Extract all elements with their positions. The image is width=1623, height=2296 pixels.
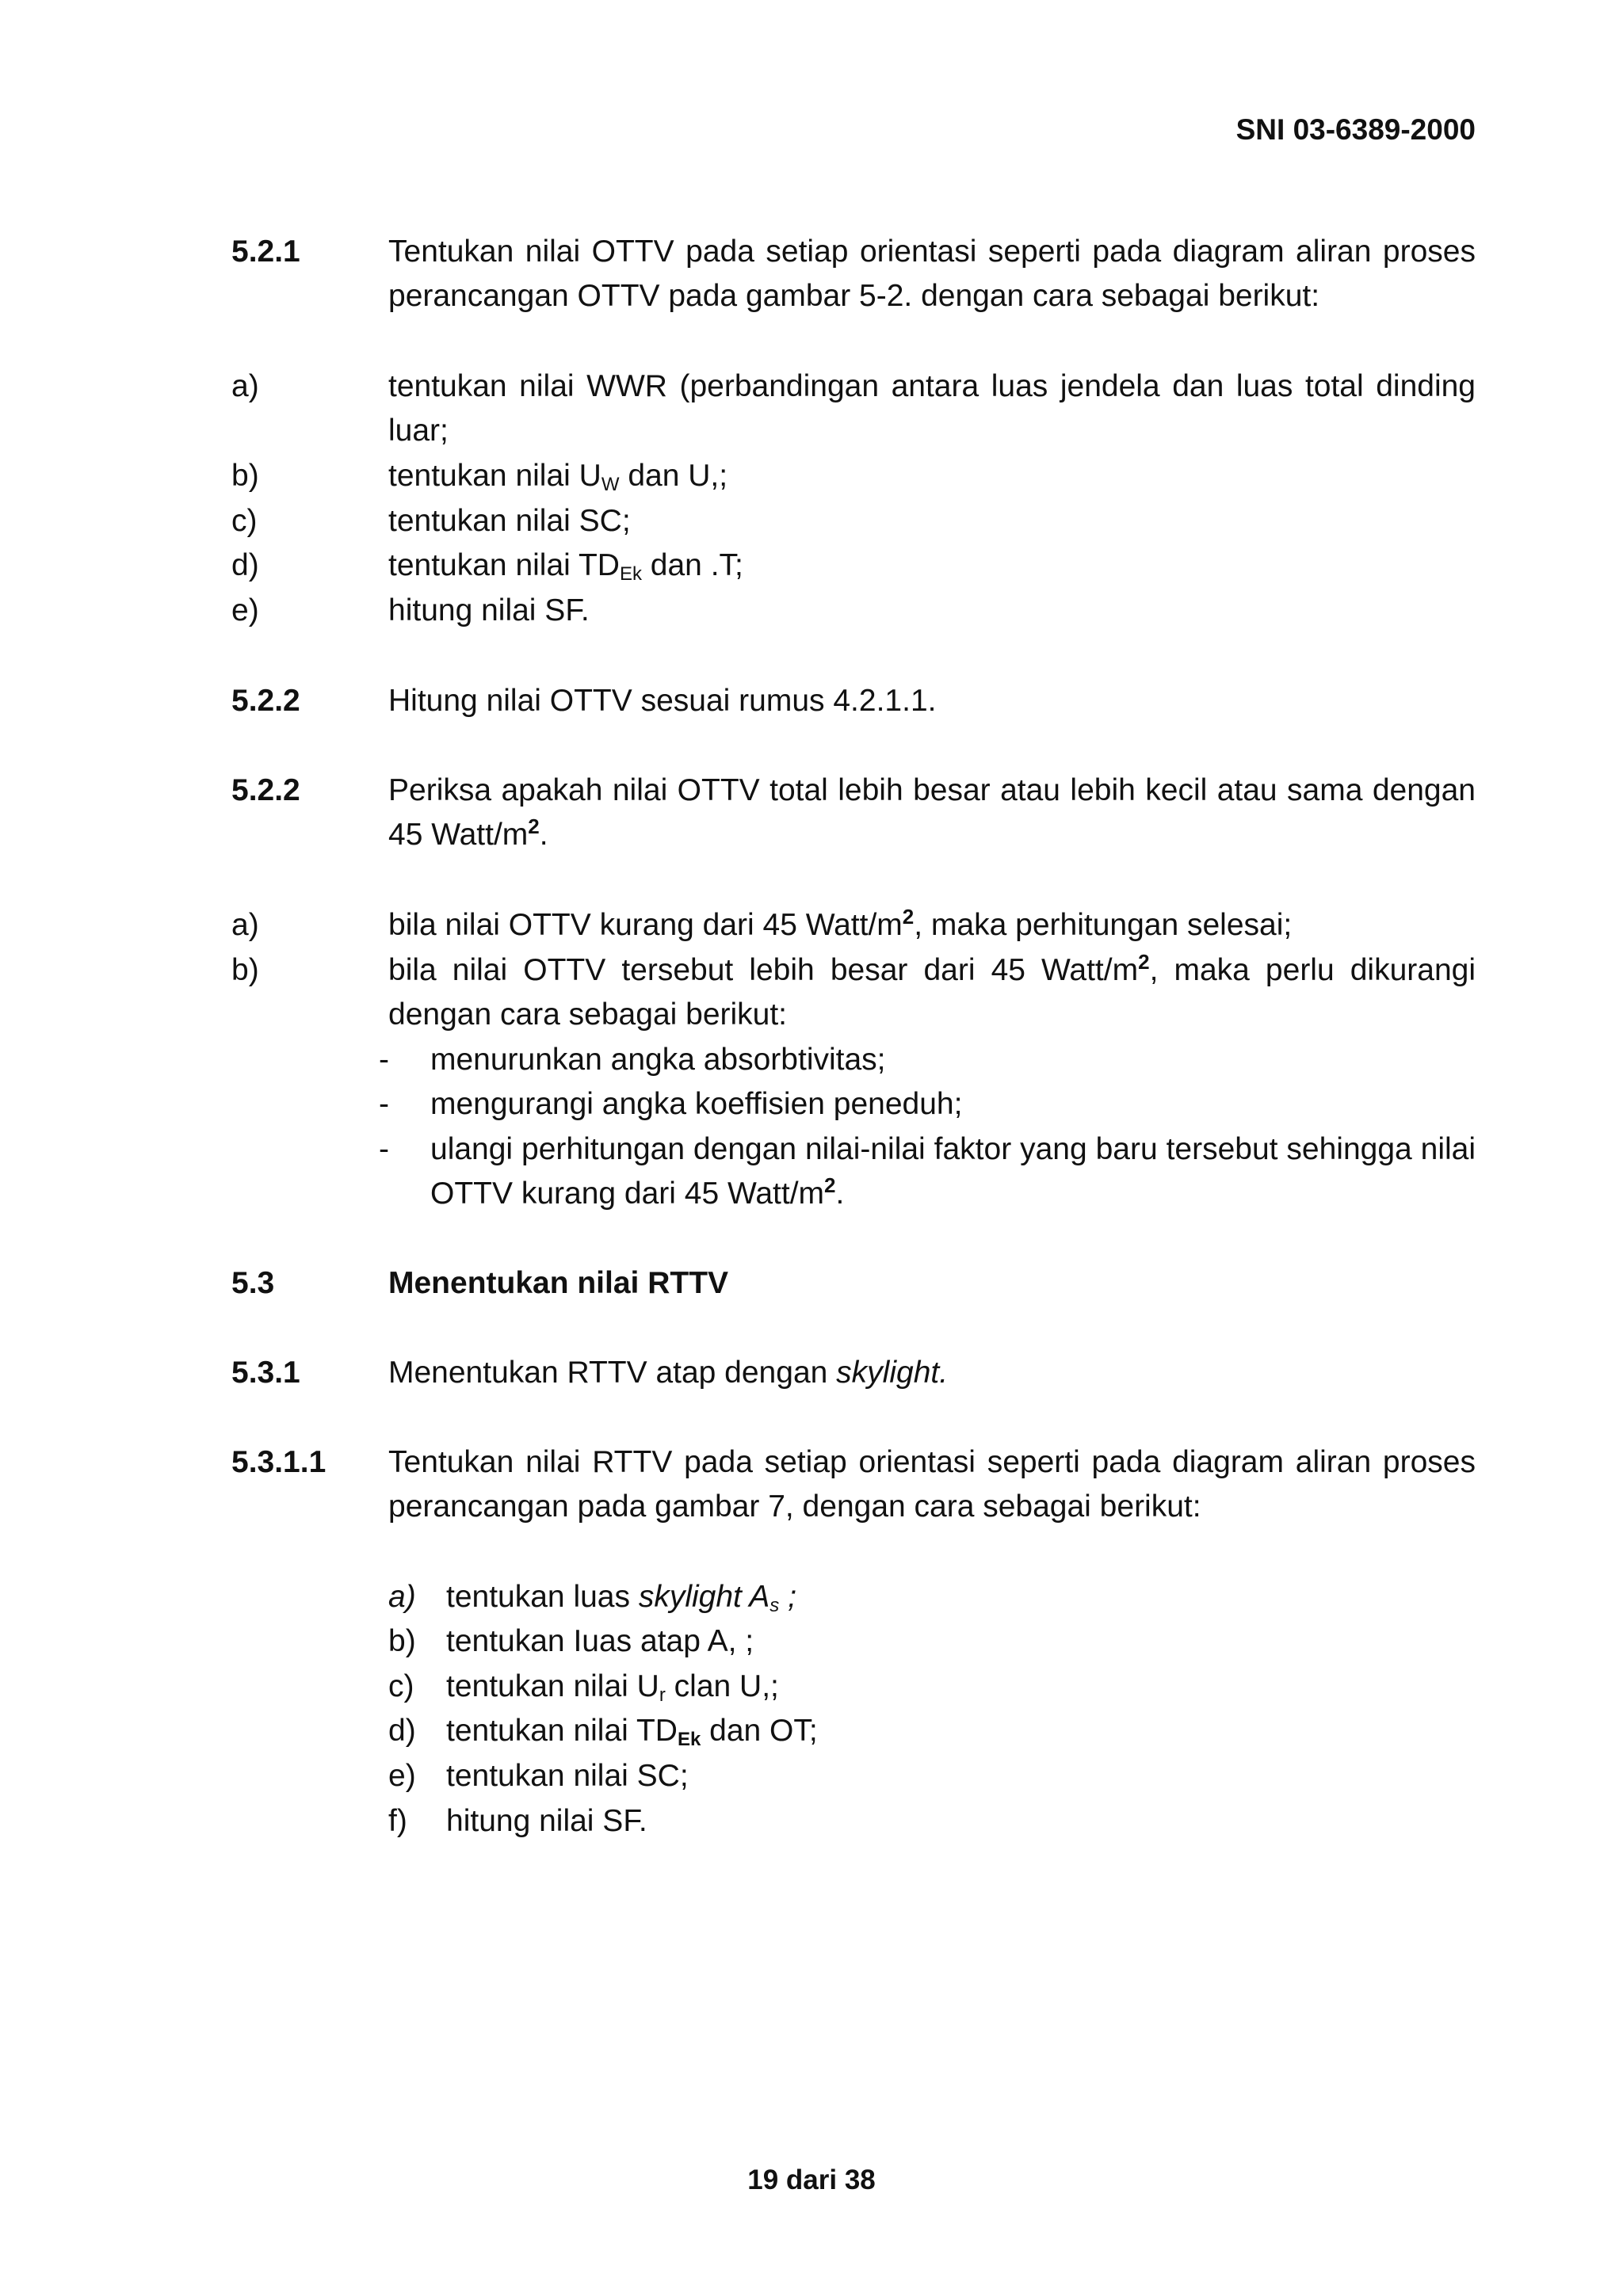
section-text-5-3-1-1: Tentukan nilai RTTV pada setiap orientasi seperti pada diagram aliran proses perancangan pada gambar 7, dengan cara sebagai berikut: [388, 1445, 1476, 1524]
superscript: 2 [1138, 950, 1150, 974]
list-label-a: a) [231, 908, 259, 942]
section-number-5-3-1: 5.3.1 [231, 1356, 300, 1390]
list-label-b: b) [231, 953, 259, 987]
list-label-e: e) [388, 1759, 416, 1793]
page-number: 19 dari 38 [747, 2164, 876, 2195]
text-part: tentukan nilai TD [388, 548, 620, 582]
list-item-sc: tentukan nilai SC; [446, 1759, 689, 1793]
list-item-ottv-less [388, 903, 1476, 948]
text-part: dan .T; [641, 548, 743, 582]
subscript: s [769, 1595, 780, 1616]
list-label-f: f) [388, 1804, 407, 1838]
section-title-5-3: Menentukan nilai RTTV [388, 1266, 729, 1300]
list-item-ur [446, 1665, 779, 1709]
superscript: 2 [528, 814, 540, 838]
list-item-wwr: tentukan nilai WWR (perbandingan antara luas jendela dan luas total dinding luar; [388, 369, 1476, 448]
list-label-b: b) [388, 1624, 416, 1658]
list-item-tdek [388, 543, 1476, 588]
list-item-tdek [446, 1709, 818, 1753]
text-part: tentukan nilai U [388, 459, 601, 493]
text-part: clan U,; [665, 1669, 779, 1703]
text-part: Menentukan RTTV atap dengan [388, 1356, 837, 1390]
text-part: . [835, 1177, 845, 1211]
section-number-5-3: 5.3 [231, 1266, 275, 1300]
list-item-sf: hitung nilai SF. [446, 1804, 647, 1838]
section-text-5-2-2: Hitung nilai OTTV sesuai rumus 4.2.1.1. [388, 684, 937, 718]
text-part: ; [779, 1580, 796, 1614]
list-item-skylight-area [446, 1575, 796, 1619]
dash-item-recalculate [430, 1127, 1476, 1216]
list-item-ottv-greater [388, 948, 1476, 1037]
list-item-sc: tentukan nilai SC; [388, 504, 631, 538]
subscript: W [601, 474, 620, 495]
text-part: bila nilai OTTV tersebut lebih besar dari 45 Watt/m [388, 953, 1139, 987]
list-item-uw [388, 454, 1476, 498]
superscript: 2 [902, 905, 915, 929]
dash-item-shading: mengurangi angka koeffisien peneduh; [430, 1087, 963, 1121]
list-label-c: c) [388, 1669, 414, 1703]
section-number-5-3-1-1: 5.3.1.1 [231, 1445, 327, 1479]
list-item-sf: hitung nilai SF. [388, 593, 590, 627]
dash-marker: - [379, 1087, 389, 1121]
dash-marker: - [379, 1132, 389, 1166]
list-label-d: d) [388, 1714, 416, 1748]
list-item-roof-area: tentukan Iuas atap A, ; [446, 1624, 754, 1658]
section-text-5-2-1: Tentukan nilai OTTV pada setiap orientasi seperti pada diagram aliran proses perancangan OTTV pada gambar 5-2. dengan cara sebagai berikut: [388, 235, 1476, 313]
text-part: tentukan luas [446, 1580, 639, 1614]
text-part: Periksa apakah nilai OTTV total lebih besar atau lebih kecil atau sama dengan 45 Watt/m [388, 773, 1476, 852]
list-label-c: c) [231, 504, 258, 538]
section-text-5-3-1 [388, 1351, 1476, 1395]
text-part: dan U,; [619, 459, 728, 493]
list-label-d: d) [231, 548, 259, 582]
list-label-a: a) [231, 369, 259, 403]
list-label-a: a) [388, 1580, 416, 1614]
italic-term: skylight. [836, 1356, 949, 1390]
dash-item-absorbtivity: menurunkan angka absorbtivitas; [430, 1043, 886, 1077]
section-text-5-2-2-check [388, 769, 1476, 857]
subscript: Ek [677, 1729, 701, 1750]
document-code: SNI 03-6389-2000 [1235, 113, 1476, 146]
dash-marker: - [379, 1043, 389, 1077]
section-number-5-2-2-check: 5.2.2 [231, 773, 300, 807]
text-part: , maka perlu dikurangi dengan cara sebagai berikut: [388, 953, 1476, 1032]
text-part: dan OT; [701, 1714, 818, 1748]
text-part: tentukan nilai TD [446, 1714, 678, 1748]
subscript: r [659, 1684, 666, 1706]
text-part: tentukan nilai U [446, 1669, 659, 1703]
italic-term: skylight A [638, 1580, 770, 1614]
text-part: . [539, 818, 548, 852]
section-number-5-2-1: 5.2.1 [231, 235, 300, 269]
subscript: Ek [619, 563, 642, 585]
text-part: ulangi perhitungan dengan nilai-nilai faktor yang baru tersebut sehingga nilai OTTV kurang dari 45 Watt/m [430, 1132, 1476, 1211]
list-label-e: e) [231, 593, 259, 627]
list-label-b: b) [231, 459, 259, 493]
superscript: 2 [824, 1173, 836, 1197]
text-part: bila nilai OTTV kurang dari 45 Watt/m [388, 908, 903, 942]
text-part: , maka perhitungan selesai; [914, 908, 1293, 942]
section-number-5-2-2: 5.2.2 [231, 684, 300, 718]
